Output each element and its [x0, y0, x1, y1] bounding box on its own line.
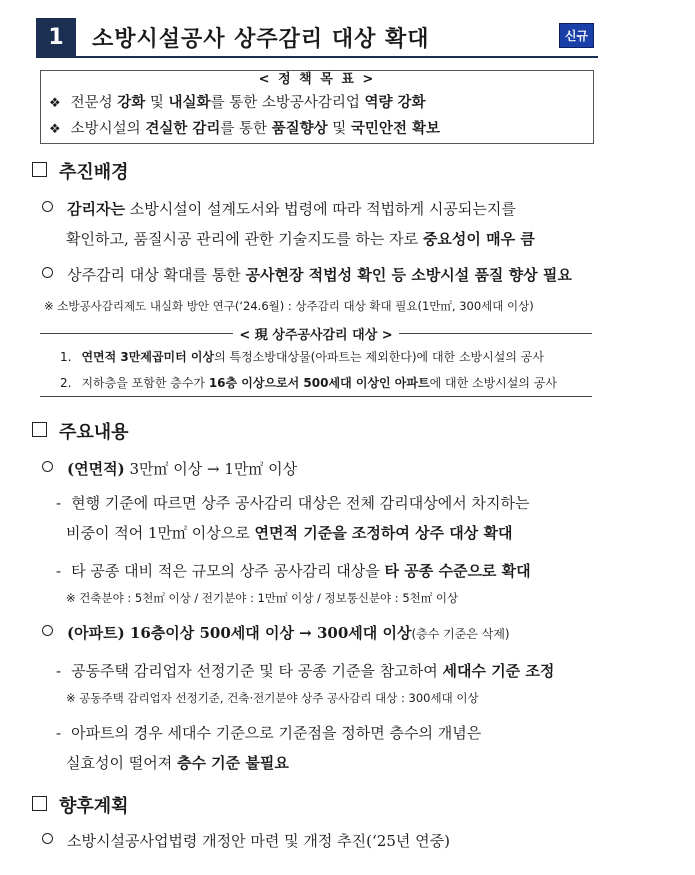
area-note: ※ 건축분야 : 5천㎡ 이상 / 전기분야 : 1만㎡ 이상 / 정보통신분야 : 5천㎡ 이상	[66, 591, 459, 605]
current-criteria-header	[40, 324, 592, 342]
area-detail-1: - 현행 기준에 따르면 상주 공사감리 대상은 전체 감리대상에서 차지하는	[56, 494, 530, 512]
policy-item: ❖ 소방시설의 견실한 감리를 통한 품질향상 및 국민안전 확보	[49, 120, 441, 137]
apartment-detail-1: - 공동주택 감리업자 선정기준 및 타 공종 기준을 참고하여 세대수 기준 조정	[56, 662, 555, 680]
policy-title: < 정 책 목 표 >	[41, 68, 593, 87]
section-header	[26, 18, 598, 58]
background-point-1-cont: 확인하고, 품질시공 관리에 관한 기술지도를 하는 자로 중요성이 매우 큼	[66, 230, 535, 248]
circle-bullet-icon	[42, 201, 53, 212]
background-point-1: 감리자는 소방시설이 설계도서와 법령에 따라 적법하게 시공되는지를	[42, 198, 516, 219]
policy-item: ❖ 전문성 강화 및 내실화를 통한 소방공사감리업 역량 강화	[49, 94, 426, 111]
apartment-note: ※ 공동주택 감리업자 선정기준, 건축·전기분야 상주 공사감리 대상 : 300세대 이상	[66, 691, 479, 705]
background-note: ※ 소방공사감리제도 내실화 방안 연구(‘24.6월) : 상주감리 대상 확대 필요(1만㎡, 300세대 이상)	[44, 299, 534, 313]
section-number: 1	[36, 18, 76, 56]
section-heading-background: 추진배경	[32, 158, 129, 184]
background-point-2: 상주감리 대상 확대를 통한 공사현장 적법성 확인 등 소방시설 품질 향상 필요	[42, 264, 572, 285]
circle-bullet-icon	[42, 833, 53, 844]
section-heading-main: 주요내용	[32, 418, 129, 444]
page-title: 소방시설공사 상주감리 대상 확대	[92, 27, 430, 52]
apartment-criteria-heading: (아파트) 16층이상 500세대 이상 → 300세대 이상(층수 기준은 삭제)	[42, 622, 510, 643]
current-criteria-title: < 現 상주공사감리 대상 >	[40, 324, 592, 343]
diamond-bullet-icon: ❖	[49, 122, 61, 137]
area-detail-2: - 타 공종 대비 적은 규모의 상주 공사감리 대상을 타 공종 수준으로 확대	[56, 562, 531, 580]
list-item: 2. 지하층을 포함한 층수가 16층 이상으로서 500세대 이상인 아파트에 대한 소방시설의 공사	[60, 376, 557, 390]
apartment-detail-2-cont: 실효성이 떨어져 층수 기준 불필요	[66, 754, 289, 772]
apartment-detail-2: - 아파트의 경우 세대수 기준으로 기준점을 정하면 층수의 개념은	[56, 724, 482, 742]
square-bullet-icon	[32, 162, 47, 177]
circle-bullet-icon	[42, 267, 53, 278]
diamond-bullet-icon: ❖	[49, 96, 61, 111]
circle-bullet-icon	[42, 461, 53, 472]
section-heading-future: 향후계획	[32, 792, 129, 818]
area-detail-1-cont: 비중이 적어 1만㎡ 이상으로 연면적 기준을 조정하여 상주 대상 확대	[66, 524, 513, 542]
list-item: 1. 연면적 3만제곱미터 이상의 특정소방대상물(아파트는 제외한다)에 대한 소방시설의 공사	[60, 350, 544, 364]
area-criteria-heading: (연면적) 3만㎡ 이상 → 1만㎡ 이상	[42, 458, 297, 479]
current-criteria-list	[40, 346, 592, 397]
policy-goals-box	[40, 70, 594, 144]
square-bullet-icon	[32, 422, 47, 437]
square-bullet-icon	[32, 796, 47, 811]
future-plan-item: 소방시설공사업법령 개정안 마련 및 개정 추진(‘25년 연중)	[42, 830, 450, 851]
circle-bullet-icon	[42, 625, 53, 636]
header-rule	[36, 56, 598, 58]
new-badge: 신규	[559, 23, 594, 48]
